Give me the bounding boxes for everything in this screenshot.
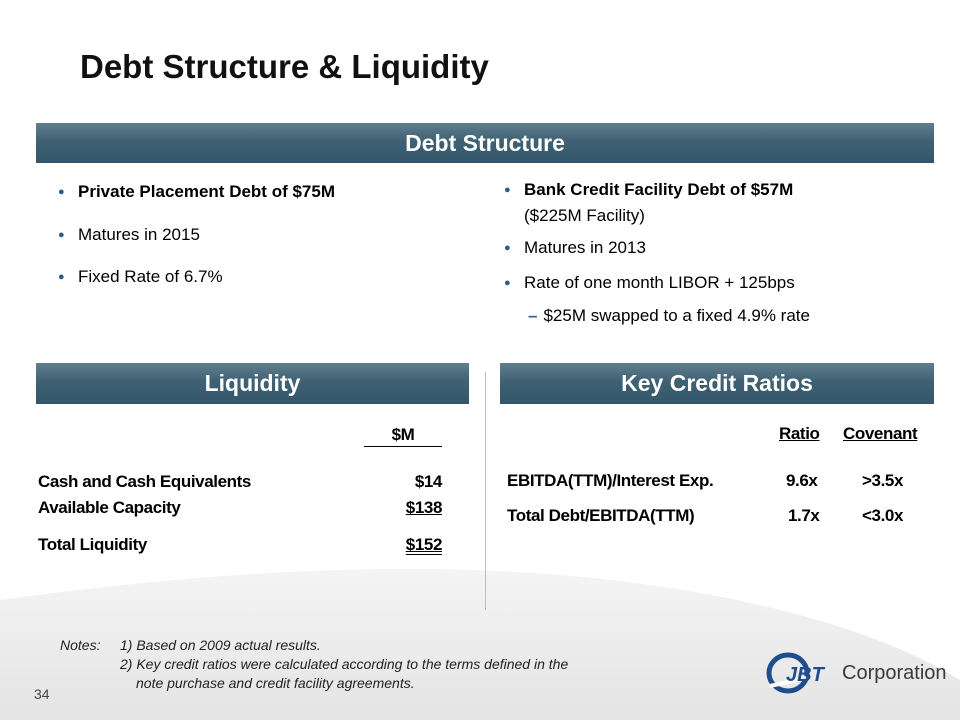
bullet-icon: ● [58, 271, 65, 283]
list-item: ($225M Facility) [524, 206, 645, 225]
note-1: 1) Based on 2009 actual results. [120, 637, 321, 653]
liquidity-column-header: $M [364, 425, 442, 447]
liquidity-row-value: $14 [414, 472, 442, 491]
ratio-row-label: EBITDA(TTM)/Interest Exp. [507, 471, 714, 490]
page-title: Debt Structure & Liquidity [80, 48, 489, 85]
list-item: – $25M swapped to a fixed 4.9% rate [528, 306, 810, 325]
liquidity-total-value: $152 [405, 535, 442, 554]
liquidity-row-value: $138 [405, 498, 442, 517]
covenant-column-header: Covenant [843, 424, 918, 443]
bullet-icon: ● [504, 242, 511, 254]
ratio-row-label: Total Debt/EBITDA(TTM) [507, 506, 695, 525]
bullet-icon: ● [58, 186, 65, 198]
dash-icon: – [528, 306, 538, 325]
liquidity-row-label: Cash and Cash Equivalents [38, 472, 251, 491]
ratio-column-header: Ratio [779, 424, 820, 443]
bullet-icon: ● [504, 277, 511, 289]
ratio-row-covenant: >3.5x [862, 471, 904, 490]
bullet-icon: ● [504, 184, 511, 196]
jbt-logo-icon [766, 650, 842, 696]
ratio-row-value: 9.6x [786, 471, 818, 490]
liquidity-total-label: Total Liquidity [38, 535, 147, 554]
debt-structure-header: Debt Structure [36, 123, 934, 163]
ratio-row-value: 1.7x [788, 506, 820, 525]
list-item: ● Matures in 2013 [504, 238, 646, 257]
logo-mark: JBT [786, 664, 824, 686]
logo-text: Corporation [842, 662, 947, 684]
ratio-row-covenant: <3.0x [862, 506, 904, 525]
liquidity-row-label: Available Capacity [38, 498, 181, 517]
list-item: ● Fixed Rate of 6.7% [58, 267, 223, 286]
column-divider [485, 372, 486, 610]
key-credit-ratios-header: Key Credit Ratios [500, 363, 934, 404]
notes-label: Notes: [60, 637, 101, 653]
page-number: 34 [34, 686, 50, 702]
list-item: ● Private Placement Debt of $75M [58, 182, 335, 201]
list-item: ● Bank Credit Facility Debt of $57M [504, 180, 794, 199]
list-item: ● Matures in 2015 [58, 225, 200, 244]
note-2: 2) Key credit ratios were calculated according to the terms defined in the [120, 656, 569, 672]
company-logo [766, 650, 946, 696]
bullet-icon: ● [58, 229, 65, 241]
liquidity-header: Liquidity [36, 363, 469, 404]
list-item: ● Rate of one month LIBOR + 125bps [504, 273, 795, 292]
footnotes [60, 636, 568, 693]
note-2-cont: note purchase and credit facility agreements. [136, 675, 415, 691]
